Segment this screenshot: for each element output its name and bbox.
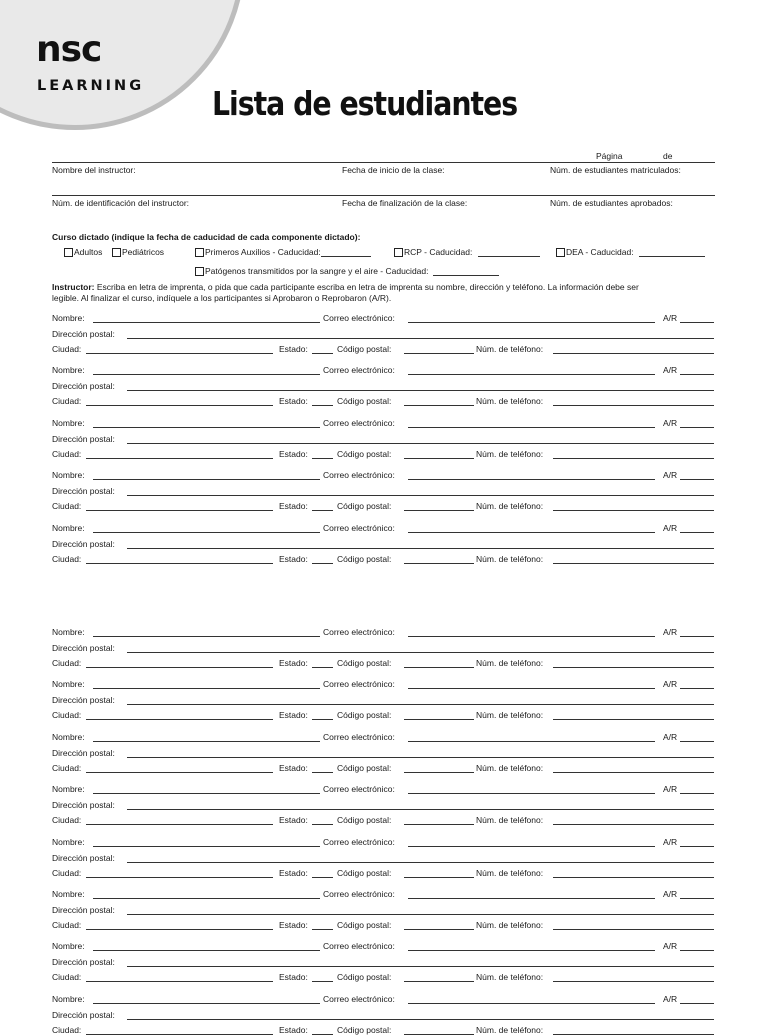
state-field[interactable] (312, 719, 333, 720)
city-label: Ciudad: (52, 658, 82, 668)
state-label: Estado: (279, 396, 308, 406)
address-label: Dirección postal: (52, 748, 115, 758)
zip-field[interactable] (404, 510, 474, 511)
address-field[interactable] (127, 862, 714, 863)
header-line-1 (52, 162, 715, 163)
ar-label: A/R (663, 365, 678, 375)
email-label: Correo electrónico: (323, 889, 395, 899)
ar-field[interactable] (680, 322, 714, 323)
rcp-label: RCP - Caducidad: (404, 247, 473, 257)
zip-label: Código postal: (337, 920, 392, 930)
phone-label: Núm. de teléfono: (476, 920, 544, 930)
email-label: Correo electrónico: (323, 313, 395, 323)
instructions-text-1: Escriba en letra de imprenta, o pida que cada participante escriba en letra de imprenta su nombre, dirección y teléfono. La información debe ser (94, 282, 639, 292)
address-label: Dirección postal: (52, 539, 115, 549)
address-label: Dirección postal: (52, 486, 115, 496)
state-label: Estado: (279, 344, 308, 354)
phone-field[interactable] (553, 458, 714, 459)
zip-label: Código postal: (337, 763, 392, 773)
instructions-line-2: legible. Al finalizar el curso, indíquele a los participantes si Aprobaron o Reprobaron (A/R). (52, 293, 392, 303)
ar-field[interactable] (680, 688, 714, 689)
address-label: Dirección postal: (52, 853, 115, 863)
address-label: Dirección postal: (52, 957, 115, 967)
page-label: Página (596, 151, 623, 161)
instructions-line-1 (52, 282, 639, 292)
state-field[interactable] (312, 510, 333, 511)
email-field[interactable] (408, 636, 655, 637)
phone-label: Núm. de teléfono: (476, 815, 544, 825)
phone-label: Núm. de teléfono: (476, 554, 544, 564)
city-field[interactable] (86, 929, 273, 930)
state-field[interactable] (312, 824, 333, 825)
state-field[interactable] (312, 667, 333, 668)
ar-label: A/R (663, 784, 678, 794)
email-field[interactable] (408, 322, 655, 323)
name-field[interactable] (93, 479, 320, 480)
zip-label: Código postal: (337, 501, 392, 511)
zip-label: Código postal: (337, 815, 392, 825)
state-field[interactable] (312, 877, 333, 878)
email-field[interactable] (408, 374, 655, 375)
state-field[interactable] (312, 981, 333, 982)
rcp-checkbox[interactable] (394, 248, 403, 257)
name-label: Nombre: (52, 313, 85, 323)
ar-label: A/R (663, 837, 678, 847)
ar-field[interactable] (680, 950, 714, 951)
ar-label: A/R (663, 523, 678, 533)
zip-field[interactable] (404, 458, 474, 459)
city-field[interactable] (86, 458, 273, 459)
name-field[interactable] (93, 846, 320, 847)
address-field[interactable] (127, 809, 714, 810)
phone-label: Núm. de teléfono: (476, 763, 544, 773)
zip-label: Código postal: (337, 658, 392, 668)
header-line-2 (52, 195, 715, 196)
name-label: Nombre: (52, 523, 85, 533)
state-label: Estado: (279, 972, 308, 982)
address-label: Dirección postal: (52, 695, 115, 705)
phone-label: Núm. de teléfono: (476, 501, 544, 511)
state-field[interactable] (312, 405, 333, 406)
city-label: Ciudad: (52, 396, 82, 406)
name-field[interactable] (93, 688, 320, 689)
primeros-checkbox[interactable] (195, 248, 204, 257)
phone-field[interactable] (553, 719, 714, 720)
name-label: Nombre: (52, 627, 85, 637)
city-field[interactable] (86, 353, 273, 354)
phone-label: Núm. de teléfono: (476, 449, 544, 459)
address-label: Dirección postal: (52, 381, 115, 391)
phone-label: Núm. de teléfono: (476, 868, 544, 878)
zip-label: Código postal: (337, 396, 392, 406)
course-heading: Curso dictado (indique la fecha de caducidad de cada componente dictado): (52, 232, 361, 242)
logo-sub: LEARNING (37, 78, 145, 94)
city-field[interactable] (86, 981, 273, 982)
adultos-checkbox[interactable] (64, 248, 73, 257)
address-field[interactable] (127, 495, 714, 496)
email-field[interactable] (408, 688, 655, 689)
address-field[interactable] (127, 390, 714, 391)
zip-field[interactable] (404, 824, 474, 825)
city-label: Ciudad: (52, 449, 82, 459)
dea-option[interactable] (556, 247, 705, 257)
ar-label: A/R (663, 732, 678, 742)
address-field[interactable] (127, 757, 714, 758)
adultos-label: Adultos (74, 247, 103, 257)
state-label: Estado: (279, 710, 308, 720)
address-field[interactable] (127, 966, 714, 967)
state-field[interactable] (312, 563, 333, 564)
ar-label: A/R (663, 470, 678, 480)
zip-field[interactable] (404, 405, 474, 406)
zip-label: Código postal: (337, 972, 392, 982)
address-label: Dirección postal: (52, 800, 115, 810)
pediatricos-label: Pediátricos (122, 247, 165, 257)
ar-label: A/R (663, 627, 678, 637)
city-label: Ciudad: (52, 868, 82, 878)
phone-field[interactable] (553, 824, 714, 825)
email-label: Correo electrónico: (323, 679, 395, 689)
state-label: Estado: (279, 868, 308, 878)
city-field[interactable] (86, 719, 273, 720)
email-label: Correo electrónico: (323, 523, 395, 533)
city-label: Ciudad: (52, 554, 82, 564)
email-label: Correo electrónico: (323, 994, 395, 1004)
name-field[interactable] (93, 898, 320, 899)
zip-label: Código postal: (337, 344, 392, 354)
email-label: Correo electrónico: (323, 418, 395, 428)
zip-label: Código postal: (337, 449, 392, 459)
city-label: Ciudad: (52, 710, 82, 720)
primeros-option[interactable] (195, 247, 371, 257)
name-label: Nombre: (52, 365, 85, 375)
pediatricos-option[interactable] (112, 247, 164, 257)
name-label: Nombre: (52, 941, 85, 951)
address-label: Dirección postal: (52, 643, 115, 653)
name-label: Nombre: (52, 679, 85, 689)
ar-label: A/R (663, 994, 678, 1004)
email-label: Correo electrónico: (323, 941, 395, 951)
ar-field[interactable] (680, 636, 714, 637)
city-label: Ciudad: (52, 344, 82, 354)
ar-field[interactable] (680, 846, 714, 847)
address-field[interactable] (127, 652, 714, 653)
phone-label: Núm. de teléfono: (476, 710, 544, 720)
patogenos-option[interactable] (195, 266, 499, 276)
phone-field[interactable] (553, 510, 714, 511)
email-field[interactable] (408, 950, 655, 951)
state-field[interactable] (312, 772, 333, 773)
phone-field[interactable] (553, 405, 714, 406)
address-label: Dirección postal: (52, 1010, 115, 1020)
approved-label: Núm. de estudiantes aprobados: (550, 198, 673, 208)
city-label: Ciudad: (52, 815, 82, 825)
primeros-label: Primeros Auxilios - Caducidad: (205, 247, 321, 257)
state-label: Estado: (279, 658, 308, 668)
patogenos-checkbox[interactable] (195, 267, 204, 276)
ar-label: A/R (663, 313, 678, 323)
dea-checkbox[interactable] (556, 248, 565, 257)
city-field[interactable] (86, 824, 273, 825)
address-field[interactable] (127, 704, 714, 705)
name-field[interactable] (93, 322, 320, 323)
zip-field[interactable] (404, 929, 474, 930)
phone-label: Núm. de teléfono: (476, 972, 544, 982)
enrolled-label: Núm. de estudiantes matriculados: (550, 165, 681, 175)
address-label: Dirección postal: (52, 434, 115, 444)
email-label: Correo electrónico: (323, 470, 395, 480)
state-field[interactable] (312, 458, 333, 459)
page-of-label: de (663, 151, 673, 161)
email-field[interactable] (408, 846, 655, 847)
phone-label: Núm. de teléfono: (476, 396, 544, 406)
email-field[interactable] (408, 532, 655, 533)
ar-field[interactable] (680, 532, 714, 533)
email-field[interactable] (408, 479, 655, 480)
end-date-label: Fecha de finalización de la clase: (342, 198, 468, 208)
name-field[interactable] (93, 636, 320, 637)
name-label: Nombre: (52, 418, 85, 428)
ar-field[interactable] (680, 374, 714, 375)
rcp-option[interactable] (394, 247, 540, 257)
phone-field[interactable] (553, 563, 714, 564)
zip-field[interactable] (404, 563, 474, 564)
zip-label: Código postal: (337, 1025, 392, 1035)
state-label: Estado: (279, 920, 308, 930)
email-label: Correo electrónico: (323, 627, 395, 637)
zip-field[interactable] (404, 877, 474, 878)
zip-label: Código postal: (337, 710, 392, 720)
email-label: Correo electrónico: (323, 784, 395, 794)
name-field[interactable] (93, 532, 320, 533)
name-label: Nombre: (52, 889, 85, 899)
name-label: Nombre: (52, 470, 85, 480)
state-label: Estado: (279, 763, 308, 773)
ar-field[interactable] (680, 898, 714, 899)
phone-field[interactable] (553, 353, 714, 354)
state-field[interactable] (312, 353, 333, 354)
state-label: Estado: (279, 449, 308, 459)
phone-field[interactable] (553, 667, 714, 668)
email-field[interactable] (408, 427, 655, 428)
email-label: Correo electrónico: (323, 837, 395, 847)
address-field[interactable] (127, 338, 714, 339)
instructor-name-label: Nombre del instructor: (52, 165, 136, 175)
name-field[interactable] (93, 374, 320, 375)
phone-field[interactable] (553, 772, 714, 773)
city-label: Ciudad: (52, 972, 82, 982)
dea-label: DEA - Caducidad: (566, 247, 634, 257)
address-label: Dirección postal: (52, 905, 115, 915)
ar-field[interactable] (680, 1003, 714, 1004)
phone-field[interactable] (553, 877, 714, 878)
page-title: Lista de estudiantes (212, 84, 518, 123)
name-field[interactable] (93, 427, 320, 428)
email-field[interactable] (408, 898, 655, 899)
zip-field[interactable] (404, 353, 474, 354)
phone-label: Núm. de teléfono: (476, 658, 544, 668)
city-label: Ciudad: (52, 1025, 82, 1035)
address-field[interactable] (127, 443, 714, 444)
state-label: Estado: (279, 815, 308, 825)
start-date-label: Fecha de inicio de la clase: (342, 165, 445, 175)
city-field[interactable] (86, 772, 273, 773)
ar-field[interactable] (680, 793, 714, 794)
ar-label: A/R (663, 889, 678, 899)
city-field[interactable] (86, 667, 273, 668)
name-field[interactable] (93, 741, 320, 742)
phone-label: Núm. de teléfono: (476, 1025, 544, 1035)
city-label: Ciudad: (52, 501, 82, 511)
phone-label: Núm. de teléfono: (476, 344, 544, 354)
zip-label: Código postal: (337, 868, 392, 878)
state-label: Estado: (279, 554, 308, 564)
phone-field[interactable] (553, 981, 714, 982)
instructions-label: Instructor: (52, 282, 95, 292)
ar-field[interactable] (680, 741, 714, 742)
phone-field[interactable] (553, 929, 714, 930)
zip-field[interactable] (404, 667, 474, 668)
name-label: Nombre: (52, 732, 85, 742)
city-label: Ciudad: (52, 763, 82, 773)
ar-field[interactable] (680, 479, 714, 480)
name-field[interactable] (93, 950, 320, 951)
name-field[interactable] (93, 793, 320, 794)
email-label: Correo electrónico: (323, 732, 395, 742)
name-label: Nombre: (52, 994, 85, 1004)
city-field[interactable] (86, 877, 273, 878)
adultos-option[interactable] (64, 247, 102, 257)
ar-label: A/R (663, 941, 678, 951)
name-field[interactable] (93, 1003, 320, 1004)
email-label: Correo electrónico: (323, 365, 395, 375)
ar-label: A/R (663, 418, 678, 428)
address-label: Dirección postal: (52, 329, 115, 339)
name-label: Nombre: (52, 837, 85, 847)
address-field[interactable] (127, 548, 714, 549)
state-label: Estado: (279, 501, 308, 511)
instructor-id-label: Núm. de identificación del instructor: (52, 198, 190, 208)
pediatricos-checkbox[interactable] (112, 248, 121, 257)
ar-field[interactable] (680, 427, 714, 428)
email-field[interactable] (408, 741, 655, 742)
zip-field[interactable] (404, 772, 474, 773)
zip-field[interactable] (404, 981, 474, 982)
city-field[interactable] (86, 510, 273, 511)
name-label: Nombre: (52, 784, 85, 794)
state-field[interactable] (312, 929, 333, 930)
city-field[interactable] (86, 563, 273, 564)
state-label: Estado: (279, 1025, 308, 1035)
email-field[interactable] (408, 793, 655, 794)
patogenos-label: Patógenos transmitidos por la sangre y el aire - Caducidad: (205, 266, 429, 276)
address-field[interactable] (127, 914, 714, 915)
address-field[interactable] (127, 1019, 714, 1020)
ar-label: A/R (663, 679, 678, 689)
city-field[interactable] (86, 405, 273, 406)
logo-brand: nsc (36, 29, 102, 70)
email-field[interactable] (408, 1003, 655, 1004)
zip-field[interactable] (404, 719, 474, 720)
city-label: Ciudad: (52, 920, 82, 930)
zip-label: Código postal: (337, 554, 392, 564)
